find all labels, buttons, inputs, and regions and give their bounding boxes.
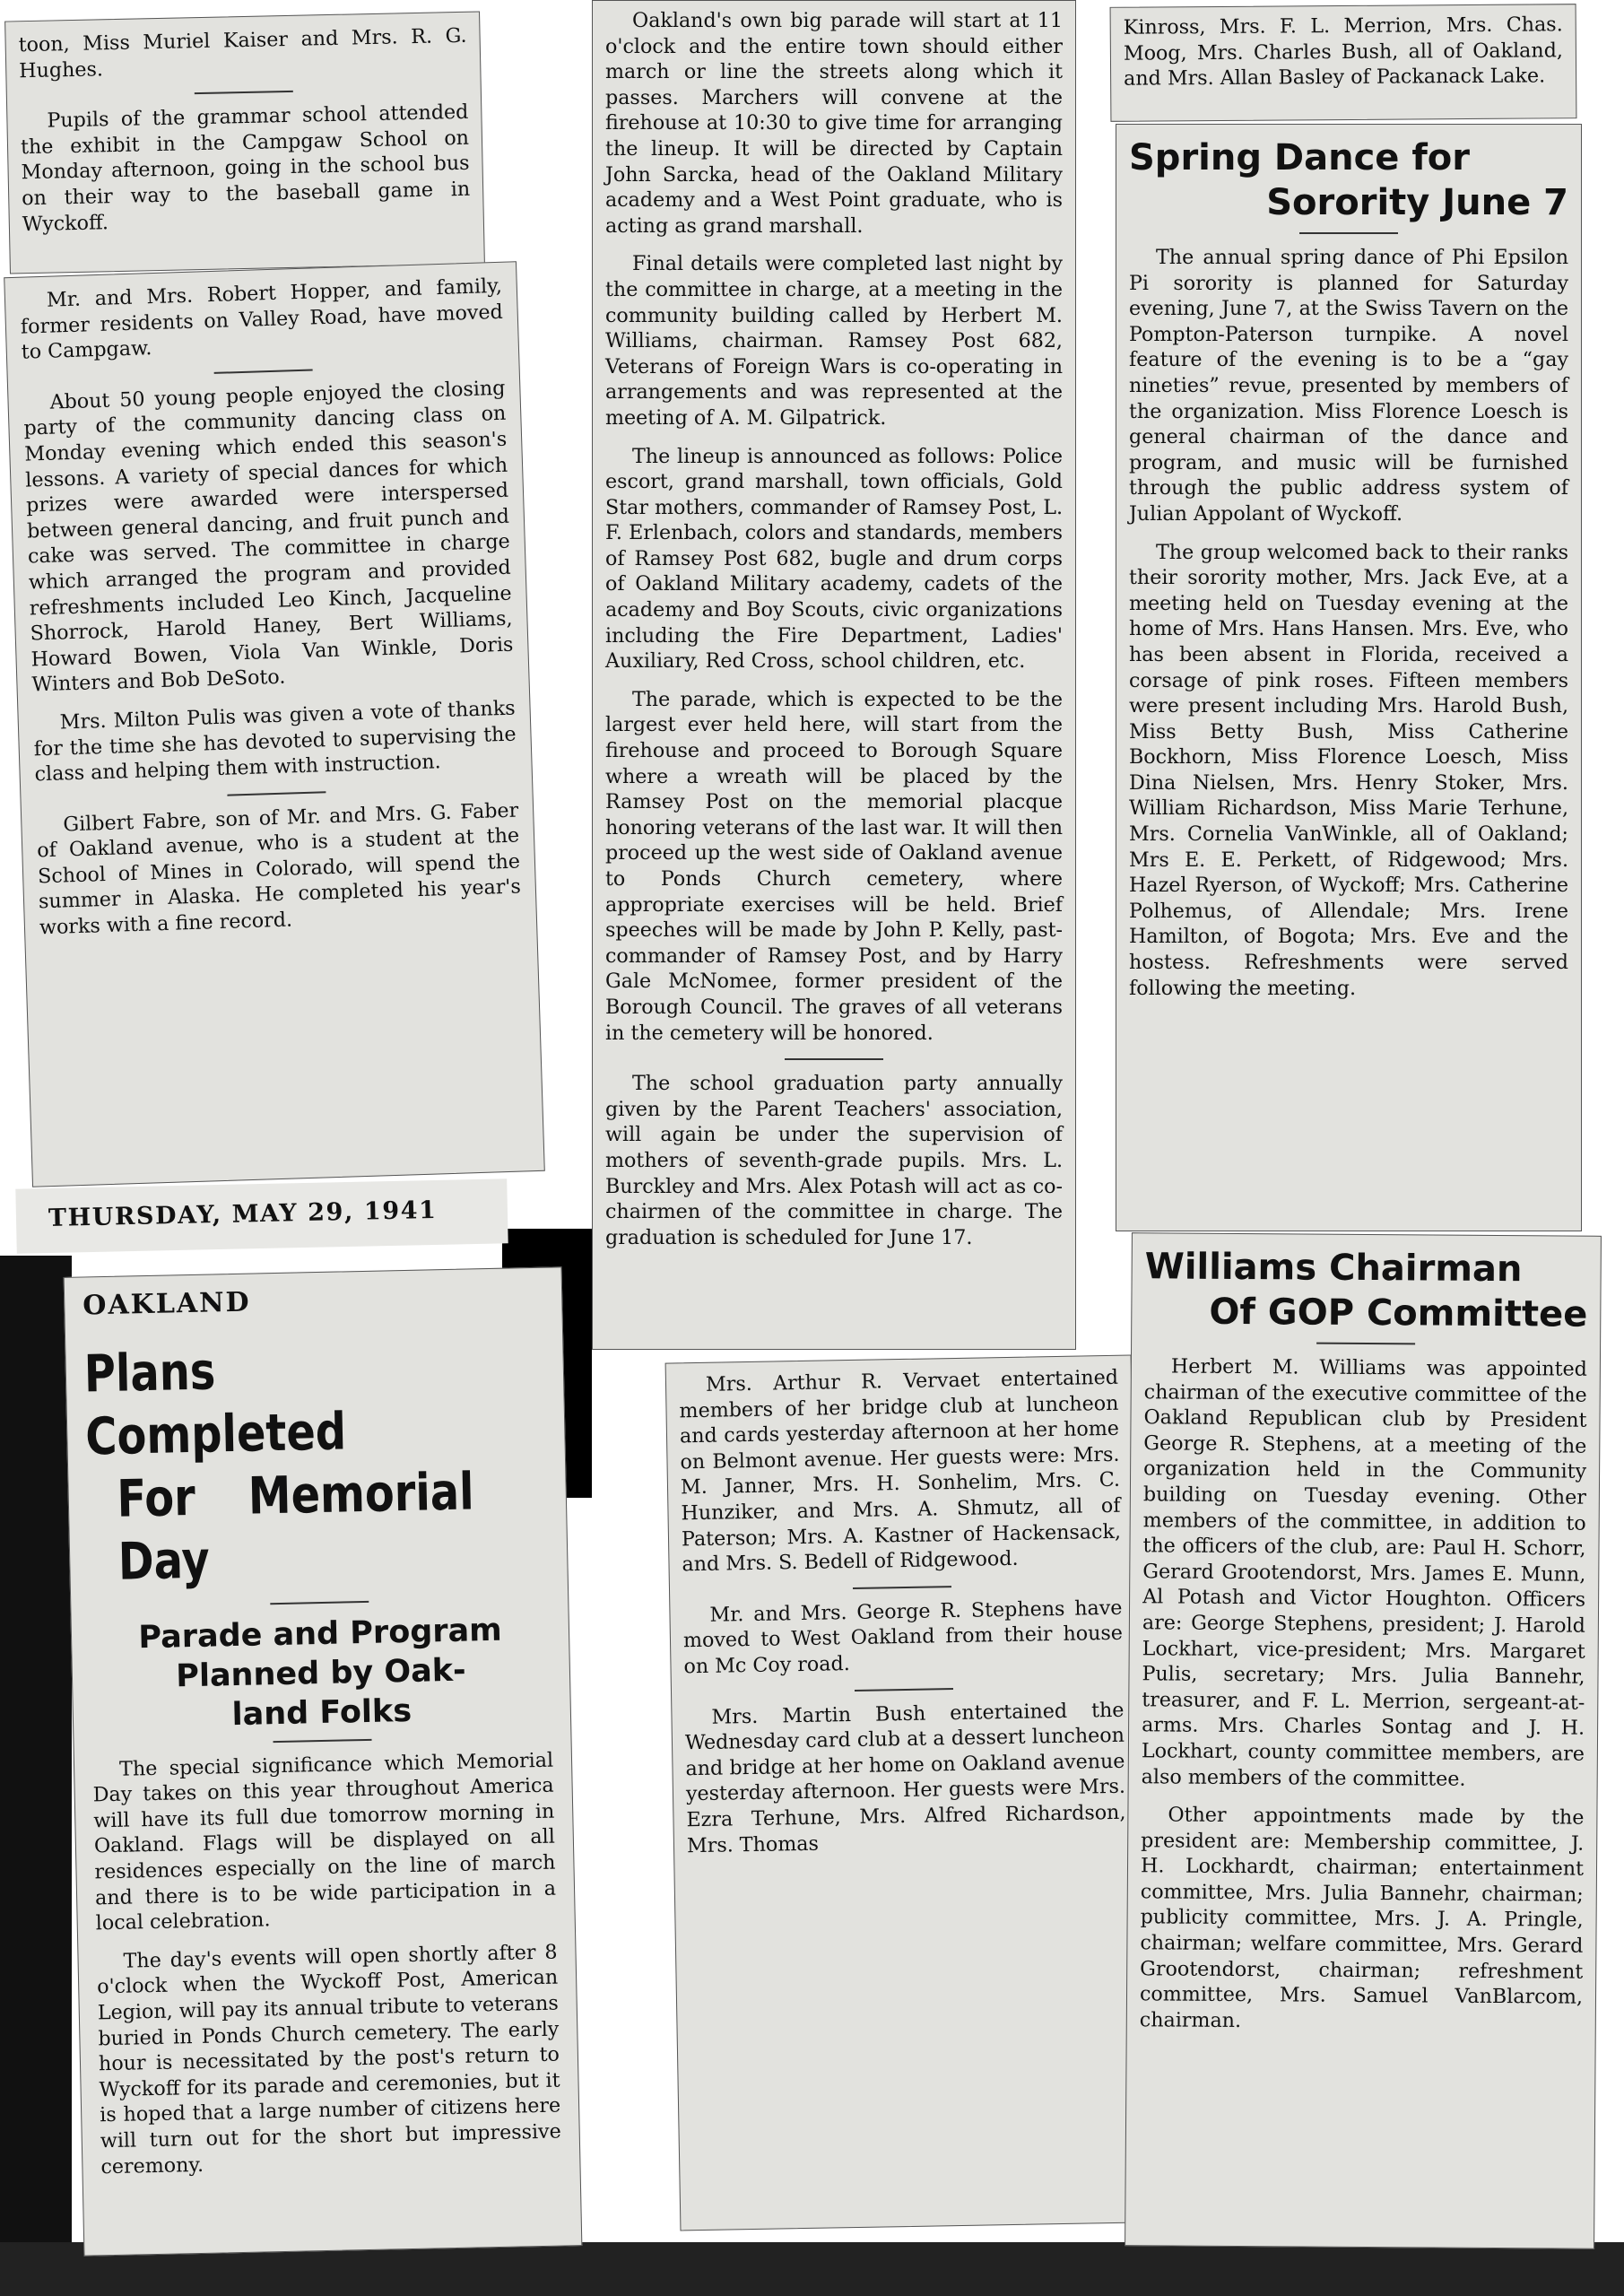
memorial-headline-line-1: Plans Completed — [83, 1342, 347, 1467]
memorial-paragraph-1: The special significance which Memorial Day takes on this year throughout America will have its full due tomorrow morning in Oakland. Flags will be displayed on all residences especially on the line of march and there is to be wide participation in a local celebration. — [92, 1748, 557, 1935]
left-main-clipping — [4, 261, 545, 1187]
dancing-class-item: About 50 young people enjoyed the closing party of the community dancing class on Monday evening which ended this season's lessons. A variety of special dances for which prizes were awarded were interspersed between general dancing, and fruit punch and cake was served. The committee in charge which arranged the program and provided refreshments included Leo Kinch, Jacqueline Shorrock, Harold Haney, Bert Williams, Howard Bowen, Viola Van Winkle, Doris Winters and Bob DeSoto. — [23, 376, 514, 697]
stephens-item: Mr. and Mrs. George R. Stephens have moved to West Oakland from their house on Mc Coy road. — [682, 1596, 1124, 1679]
divider — [214, 369, 313, 373]
dance-headline-line-2: Sorority June 7 — [1266, 182, 1568, 223]
divider — [853, 1586, 951, 1589]
divider — [1299, 232, 1398, 234]
dance-headline-line-1: Spring Dance for — [1129, 137, 1470, 178]
dateline-strip — [15, 1178, 508, 1253]
pulis-item: Mrs. Milton Pulis was given a vote of thanks for the time she has devoted to supervising the class and helping them with instruction. — [33, 696, 517, 787]
vervaet-item: Mrs. Arthur R. Vervaet entertained members of her bridge club at luncheon and cards yesterday afternoon at her home on Belmont avenue. Her guests were: Mrs. M. Janner, Mrs. H. Sonhelim, Mrs. C. Hunziker, and Mrs. A. Shmutz, all of Paterson; Mrs. A. Kastner of Hackensack, and Mrs. S. Bedell of Ridgewood. — [679, 1365, 1122, 1577]
left-tail-text: toon, Miss Muriel Kaiser and Mrs. R. G. Hughes. — [18, 23, 467, 83]
sorority-dance-clipping — [1116, 124, 1582, 1231]
gop-headline-line-1: Williams Chairman — [1144, 1246, 1523, 1291]
middle-column-clipping — [592, 0, 1076, 1350]
divider — [195, 91, 293, 94]
memorial-subhead-1: Parade and Program — [137, 1612, 503, 1656]
right-top-clipping — [1110, 4, 1577, 122]
memorial-subhead-2: Planned by Oak- — [175, 1652, 466, 1694]
bush-item: Mrs. Martin Bush entertained the Wednesday card club at a dessert luncheon and bridge at her home on Oakland avenue yesterday afternoon. Her guests were Mrs. Ezra Terhune, Mrs. Alfred Richardson, Mrs. Thomas — [684, 1698, 1126, 1857]
memorial-paragraph-6: The parade, which is expected to be the largest ever held here, will start from the firehouse and proceed to Borough Square where a wreath will be placed by the Ramsey Post on the memorial placque honoring veterans of the last war. It will then proceed up the west side of Oakland avenue to Ponds Church cemetery, where appropriate exercises will be held. Brief speeches will be made by John P. Kelly, past-commander of Ramsey Post, and by Harry Gale McNomee, former president of the Borough Council. The graves of all veterans in the cemetery will be honored. — [605, 687, 1063, 1045]
scan-edge-left — [0, 1256, 72, 2242]
gop-headline-line-2: Of GOP Committee — [1209, 1291, 1588, 1335]
memorial-paragraph-2: The day's events will open shortly after 8 o'clock when the Wyckoff Post, American Legion, will pay its annual tribute to veterans buried in Ponds Church cemetery. The early hour is necessitated by the post's return to Wyckoff for its parade and ceremonies, but it is hoped that a large number of citizens here will turn out for the short but impressive ceremony. — [96, 1940, 561, 2179]
memorial-paragraph-5: The lineup is announced as follows: Police escort, grand marshall, town officials, Gold Star mothers, commander of Ramsey Post, L. F. Erlenbach, colors and standards, members of Ramsey Post 682, bugle and drum corps of Oakland Military academy, cadets of the academy and Boy Scouts, civic organizations including the Fire Department, Ladies' Auxiliary, Red Cross, school children, etc. — [605, 444, 1063, 674]
memorial-headline-line-2: For Memorial Day — [116, 1462, 475, 1592]
right-tail-text: Kinross, Mrs. F. L. Merrion, Mrs. Chas. Moog, Mrs. Charles Bush, all of Oakland, and Mrs. Allan Basley of Packanack Lake. — [1123, 13, 1563, 91]
divider — [855, 1688, 953, 1692]
fabre-item: Gilbert Fabre, son of Mr. and Mrs. G. Faber of Oakland avenue, who is a student at the School of Mines in Colorado, will spend the summer in Alaska. He completed his year's works with a fine record. — [36, 798, 522, 940]
middle-lower-clipping — [665, 1355, 1147, 2231]
grammar-school-item: Pupils of the grammar school attended the exhibit in the Campgaw School on Monday afternoon, going in the school bus on their way to the baseball game in Wyckoff. — [20, 100, 471, 236]
gop-committee-clipping — [1125, 1232, 1602, 2249]
dance-paragraph-1: The annual spring dance of Phi Epsilon Pi sorority is planned for Saturday evening, June 7, at the Swiss Tavern on the Pompton-Paterson turnpike. A novel feature of the evening is to be a “gay nineties” revue, presented by members of the organization. Miss Florence Loesch is general chairman of the dance and program, and music will be furnished through the public address system of Julian Appolant of Wyckoff. — [1129, 246, 1568, 526]
divider — [270, 1600, 369, 1604]
left-top-clipping — [4, 11, 485, 274]
divider — [785, 1058, 883, 1060]
section-label: OAKLAND — [82, 1286, 251, 1322]
gop-paragraph-2: Other appointments made by the president are: Membership committee, J. H. Lockhardt, chairman; entertainment committee, Mrs. Julia Bannehr, chairman; publicity committee, Mrs. J. A. Pringle, chairman; welfare committee, Mrs. Gerard Grootendorst, chairman; refreshment committee, Mrs. Samuel VanBlarcom, chairman. — [1139, 1803, 1585, 2032]
divider — [1316, 1343, 1415, 1345]
hopper-item: Mr. and Mrs. Robert Hopper, and family, former residents on Valley Road, have moved to Campgaw. — [20, 274, 504, 364]
memorial-paragraph-4: Final details were completed last night by the committee in charge, at a meeting in the community building called by Herbert M. Williams, chairman. Ramsey Post 682, Veterans of Foreign Wars is co-operating in arrangements and was represented at the meeting of A. M. Gilpatrick. — [605, 252, 1063, 430]
dateline-text: THURSDAY, MAY 29, 1941 — [48, 1196, 438, 1232]
gop-paragraph-1: Herbert M. Williams was appointed chairman of the executive committee of the Oakland Republican club by President George R. Stephens, at a meeting of the organization held in the Community building on Tuesday evening. Other members of the committee, in addition to the officers of the club, are: Paul H. Schorr, Gerard Grootendorst, Mrs. James E. Munn, Al Potash and Victor Houghton. Officers are: George Stephens, president; J. Harold Lockhart, vice-president; Mrs. Margaret Pulis, secretary; Mrs. Julia Bannehr, treasurer, and F. L. Merrion, sergeant-at-arms. Mrs. Charles Sontag and J. H. Lockhart, county committee members, are also members of the committee. — [1141, 1354, 1587, 1791]
memorial-article-clipping — [64, 1266, 583, 2256]
divider — [274, 1738, 372, 1742]
graduation-item: The school graduation party annually given by the Parent Teachers' association, will again be under the supervision of mothers of seventh-grade pupils. Mrs. L. Burckley and Mrs. Alex Potash will act as co-chairmen of the committee in charge. The graduation is scheduled for June 17. — [605, 1072, 1063, 1249]
dance-paragraph-2: The group welcomed back to their ranks their sorority mother, Mrs. Jack Eve, at a meeting held on Tuesday evening at the home of Mrs. Hans Hansen. Mrs. Eve, who has been absent in Florida, received a corsage of pink roses. Fifteen members were present including Mrs. Harold Bush, Miss Betty Bush, Miss Catherine Bockhorn, Miss Florence Loesch, Miss Dina Nielsen, Mrs. Henry Stoker, Mrs. William Richardson, Miss Marie Terhune, Mrs. Cornelia VanWinkle, all of Oakland; Mrs E. E. Perkett, of Ridgewood; Mrs. Hazel Ryerson, of Wyckoff; Mrs. Catherine Polhemus, of Allendale; Mrs. Irene Hamilton, of Bogota; Mrs. Eve and the hostess. Refreshments were served following the meeting. — [1129, 540, 1568, 1000]
memorial-subhead-3: land Folks — [231, 1692, 413, 1733]
memorial-paragraph-3: Oakland's own big parade will start at 11 o'clock and the entire town should either march or line the streets along which it passes. Marchers will convene at the firehouse at 10:30 to give time for arranging the lineup. It will be directed by Captain John Sarcka, head of the Oakland Military academy and a West Point graduate, who is acting as grand marshall. — [605, 9, 1063, 238]
divider — [227, 791, 326, 796]
